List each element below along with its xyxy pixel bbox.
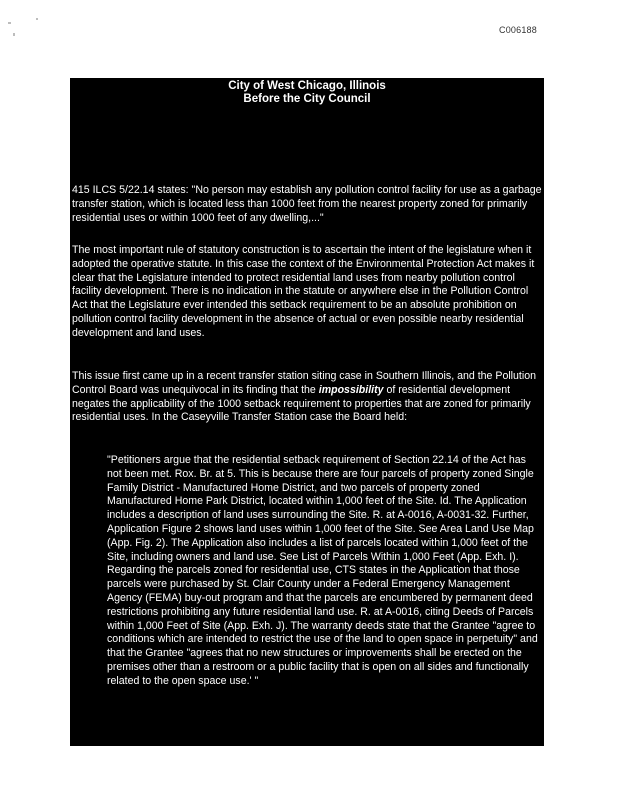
paragraph-statute: 415 ILCS 5/22.14 states: "No person may establish any pollution control facility for use as a garbage transfer station, which is located less than 1000 feet from the nearest property zoned for primarily residential uses or within 1000 feet of any dwelling,..."	[72, 184, 542, 224]
header-city: City of West Chicago, Illinois	[228, 80, 386, 92]
block-quote: "Petitioners argue that the residential setback requirement of Section 22.14 of the Act has not been met. Rox. Br. at 5. This is because there are four parcels of property zoned Single Family District - Manufactured Home District, and two parcels of property zoned Manufactured Home Park District, located within 1,000 feet of the Site. Id. The Application includes a description of land uses surrounding the Site. R. at A-0016, A-0031-32. Further, Application Figure 2 shows land uses within 1,000 feet of the Site. See Area Land Use Map (App. Fig. 2). The Application also includes a list of parcels located within 1,000 feet of the Site, including owners and land use. See List of Parcels Within 1,000 Feet (App. Exh. I). Regarding the parcels zoned for residential use, CTS states in the Application that those parcels were purchased by St. Clair County under a Federal Emergency Management Agency (FEMA) buy-out program and that the parcels are encumbered by permanent deed restrictions prohibiting any future residential land use. R. at A-0016, citing Deeds of Parcels within 1,000 Feet of Site (App. Exh. J). The warranty deeds state that the Grantee "agree to conditions which are intended to restrict the use of the land to open space in perpetuity" and that the Grantee "agrees that no new structures or improvements shall be erected on the premises other than a restroom or a public facility that is open on all sides and functionally related to the open space use.' "	[107, 454, 538, 687]
paragraph-caseyville	[72, 370, 542, 425]
scan-speck	[13, 33, 15, 36]
paragraph-construction: The most important rule of statutory construction is to ascertain the intent of the legislature when it adopted the operative statute. In this case the context of the Environmental Protection Act makes it clear that the Legislature intended to protect residential land uses from nearby pollution control facility development. There is no indication in the statute or anywhere else in the Pollution Control Act that the Legislature ever intended this setback requirement to be an absolute prohibition on pollution control facility development in the absence of actual or even possible nearby residential development and land uses.	[72, 244, 535, 339]
document-header	[70, 78, 544, 106]
paragraph-caseyville-lead: This issue first came up in a recent transfer station siting case in Southern Illinois, and the Pollution Control Board was unequivocal in its finding that the	[72, 370, 537, 396]
scan-speck	[36, 18, 38, 20]
document-id: C006188	[499, 25, 537, 35]
document-body	[70, 78, 544, 746]
header-council: Before the City Council	[243, 93, 371, 105]
emphasis-impossibility: impossibility	[318, 383, 384, 396]
scan-speck	[8, 22, 11, 24]
paragraph-caseyville-tail: of residential development negates the applicability of the 1000 setback requirement to properties that are zoned for primarily residential uses. In the Caseyville Transfer Station case the Board held:	[72, 383, 531, 424]
